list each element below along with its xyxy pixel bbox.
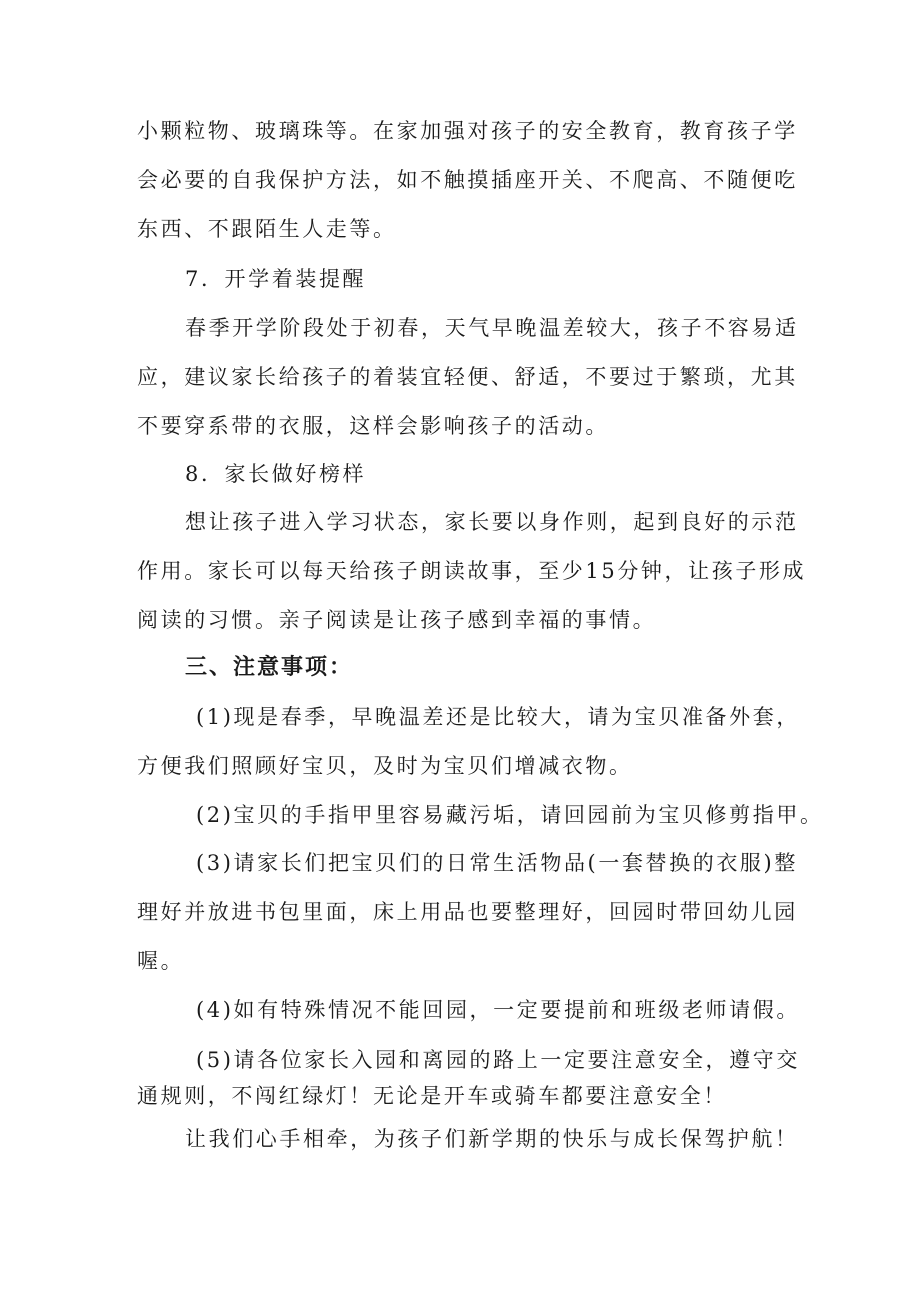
notice-1-line-1: (1)现是春季，早晚温差还是比较大，请为宝贝准备外套， bbox=[196, 705, 800, 729]
paragraph-safety-line-2: 会必要的自我保护方法，如不触摸插座开关、不爬高、不随便吃 bbox=[137, 168, 798, 192]
notice-3-line-1: (3)请家长们把宝贝们的日常生活物品(一套替换的衣服)整 bbox=[196, 851, 798, 875]
section-7-title: 7．开学着装提醒 bbox=[185, 267, 367, 291]
paragraph-clothing-line-1: 春季开学阶段处于初春，天气早晚温差较大，孩子不容易适 bbox=[185, 316, 799, 340]
paragraph-role-model-line-3: 阅读的习惯。亲子阅读是让孩子感到幸福的事情。 bbox=[137, 608, 657, 632]
notice-4: (4)如有特殊情况不能回园，一定要提前和班级老师请假。 bbox=[196, 998, 800, 1022]
paragraph-role-model-line-1: 想让孩子进入学习状态，家长要以身作则，起到良好的示范 bbox=[185, 510, 799, 534]
notice-2: (2)宝贝的手指甲里容易藏污垢，请回园前为宝贝修剪指甲。 bbox=[196, 803, 824, 827]
section-three-heading: 三、注意事项： bbox=[185, 655, 354, 680]
notice-3-line-2: 理好并放进书包里面，床上用品也要整理好，回园时带回幼儿园 bbox=[137, 900, 798, 924]
notice-3-line-3: 喔。 bbox=[137, 949, 185, 973]
paragraph-clothing-line-2: 应，建议家长给孩子的着装宜轻便、舒适，不要过于繁琐，尤其 bbox=[137, 365, 798, 389]
closing-line: 让我们心手相牵，为孩子们新学期的快乐与成长保驾护航！ bbox=[185, 1127, 799, 1151]
paragraph-clothing-line-3: 不要穿系带的衣服，这样会影响孩子的活动。 bbox=[137, 414, 609, 438]
paragraph-safety-line-1: 小颗粒物、玻璃珠等。在家加强对孩子的安全教育，教育孩子学 bbox=[137, 119, 798, 143]
notice-5-line-2: 通规则，不闯红绿灯！无论是开车或骑车都要注意安全！ bbox=[137, 1084, 727, 1108]
notice-5-line-1: (5)请各位家长入园和离园的路上一定要注意安全，遵守交 bbox=[196, 1048, 800, 1072]
section-8-title: 8．家长做好榜样 bbox=[185, 462, 367, 486]
notice-1-line-2: 方便我们照顾好宝贝，及时为宝贝们增减衣物。 bbox=[137, 754, 633, 778]
paragraph-role-model-line-2: 作用。家长可以每天给孩子朗读故事，至少15分钟，让孩子形成 bbox=[137, 559, 807, 583]
paragraph-safety-line-3: 东西、不跟陌生人走等。 bbox=[137, 217, 397, 241]
